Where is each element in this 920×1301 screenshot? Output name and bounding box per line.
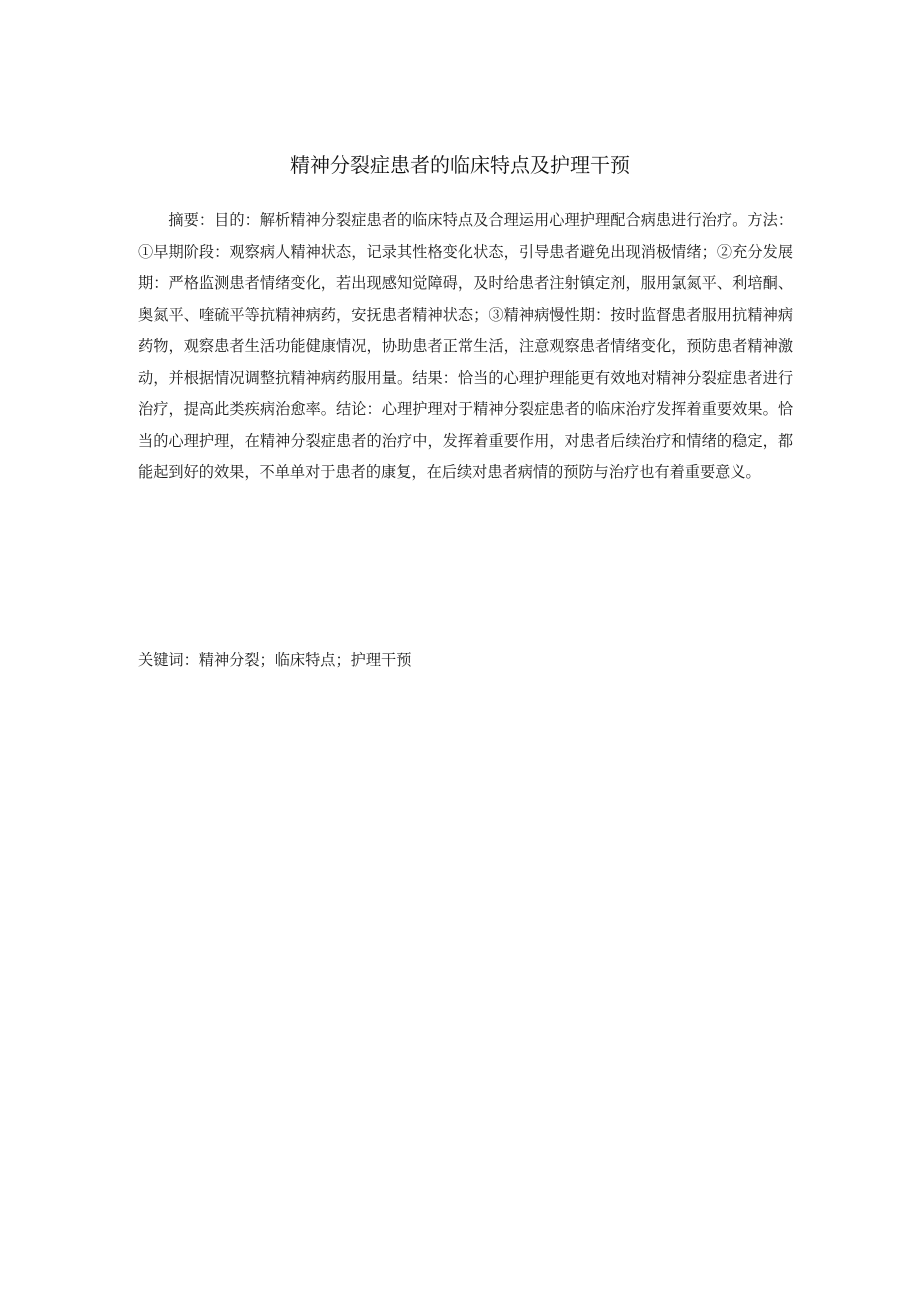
document-title: 精神分裂症患者的临床特点及护理干预: [290, 153, 630, 177]
abstract-paragraph: 摘要：目的：解析精神分裂症患者的临床特点及合理运用心理护理配合病患进行治疗。方法：①早期阶段：观察病人精神状态，记录其性格变化状态，引导患者避免出现消极情绪；②充分发展期：严格监测患者情绪变化，若出现感知觉障碍，及时给患者注射镇定剂，服用氯氮平、利培酮、奥氮平、喹硫平等抗精神病药，安抚患者精神状态；③精神病慢性期：按时监督患者服用抗精神病药物，观察患者生活功能健康情况，协助患者正常生活，注意观察患者情绪变化，预防患者精神激动，并根据情况调整抗精神病药服用量。结果：恰当的心理护理能更有效地对精神分裂症患者进行治疗，提高此类疾病治愈率。结论：心理护理对于精神分裂症患者的临床治疗发挥着重要效果。恰当的心理护理，在精神分裂症患者的治疗中，发挥着重要作用，对患者后续治疗和情绪的稳定，都能起到好的效果，不单单对于患者的康复，在后续对患者病情的预防与治疗也有着重要意义。: [138, 211, 793, 481]
keywords-line: 关键词：精神分裂；临床特点；护理干预: [138, 651, 412, 669]
